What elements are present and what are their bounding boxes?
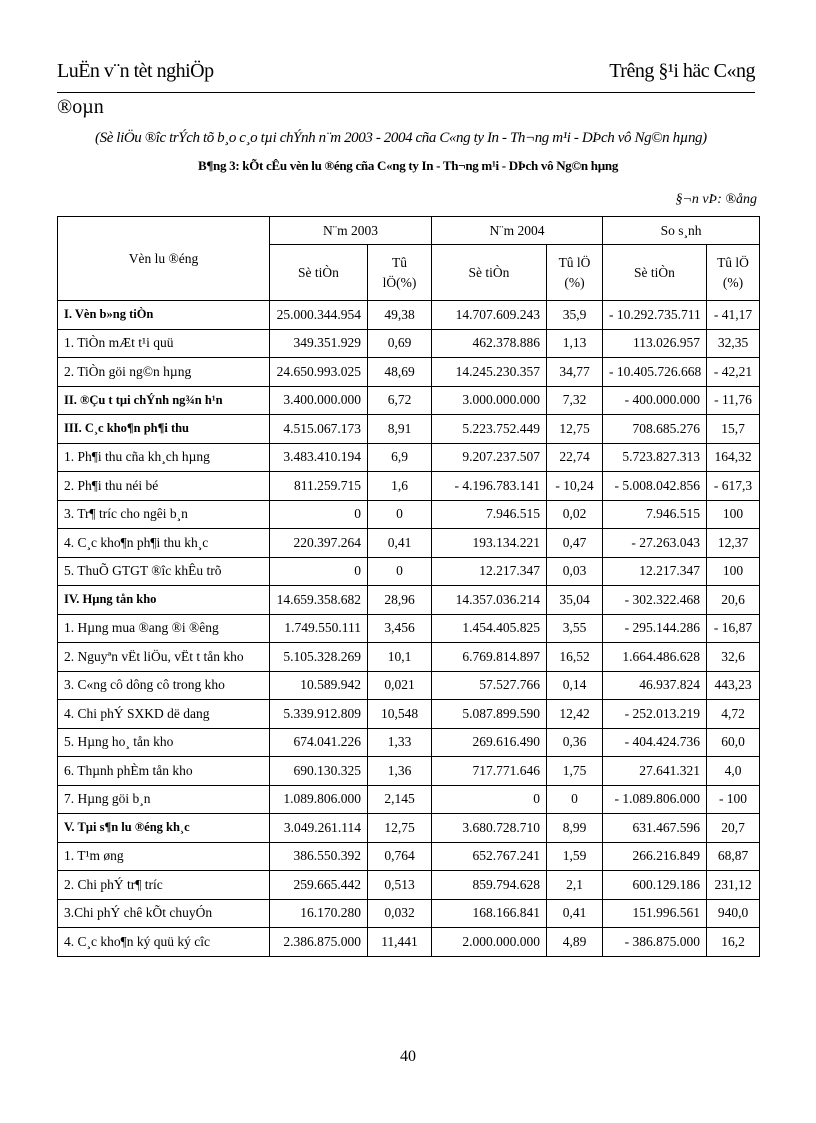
- amount-2003-cell: 1.749.550.111: [270, 614, 368, 643]
- amount-2004-cell: 462.378.886: [432, 329, 547, 358]
- row-label-cell: 5. ThuÕ GTGT ®îc khÊu trõ: [58, 557, 270, 586]
- row-label-cell: 4. C¸c kho¶n ký quü ký cîc: [58, 928, 270, 957]
- ratio-2003-cell: 0,764: [368, 842, 432, 871]
- amount-2003-cell: 25.000.344.954: [270, 301, 368, 330]
- table-row: [58, 614, 760, 643]
- amount-2004-cell: 12.217.347: [432, 557, 547, 586]
- subheader-amount: Sè tiÒn: [270, 245, 368, 301]
- ratio-diff-cell: - 42,21: [707, 358, 760, 387]
- row-label-cell: 5. Hµng ho¸ tån kho: [58, 728, 270, 757]
- ratio-diff-cell: 100: [707, 557, 760, 586]
- ratio-2003-cell: 0: [368, 557, 432, 586]
- working-capital-table: [57, 216, 760, 957]
- amount-2004-cell: 717.771.646: [432, 757, 547, 786]
- amount-2003-cell: 16.170.280: [270, 899, 368, 928]
- row-label-cell: 1. TiÒn mÆt t¹i quü: [58, 329, 270, 358]
- row-label-cell: V. Tµi s¶n lu ®éng kh¸c: [58, 814, 270, 843]
- row-label-cell: III. C¸c kho¶n ph¶i thu: [58, 415, 270, 444]
- ratio-2004-cell: 0,03: [547, 557, 603, 586]
- amount-2003-cell: 14.659.358.682: [270, 586, 368, 615]
- amount-diff-cell: 113.026.957: [603, 329, 707, 358]
- ratio-diff-cell: 164,32: [707, 443, 760, 472]
- table-row: [58, 386, 760, 415]
- amount-diff-cell: - 302.322.468: [603, 586, 707, 615]
- ratio-diff-cell: 20,6: [707, 586, 760, 615]
- row-label-cell: IV. Hµng tån kho: [58, 586, 270, 615]
- amount-2004-cell: 3.680.728.710: [432, 814, 547, 843]
- amount-2004-cell: 859.794.628: [432, 871, 547, 900]
- ratio-2004-cell: 0,41: [547, 899, 603, 928]
- ratio-2004-cell: 35,9: [547, 301, 603, 330]
- ratio-2004-cell: 4,89: [547, 928, 603, 957]
- ratio-2003-cell: 1,6: [368, 472, 432, 501]
- row-label-cell: 2. Nguyªn vËt liÖu, vËt t tån kho: [58, 643, 270, 672]
- ratio-diff-cell: 15,7: [707, 415, 760, 444]
- continued-heading: ®oµn: [57, 96, 104, 118]
- amount-diff-cell: - 252.013.219: [603, 700, 707, 729]
- amount-2003-cell: 24.650.993.025: [270, 358, 368, 387]
- amount-2004-cell: 2.000.000.000: [432, 928, 547, 957]
- ratio-diff-cell: 231,12: [707, 871, 760, 900]
- table-row: [58, 415, 760, 444]
- amount-diff-cell: 5.723.827.313: [603, 443, 707, 472]
- ratio-2004-cell: - 10,24: [547, 472, 603, 501]
- table-row: [58, 329, 760, 358]
- page-number: 40: [400, 1048, 416, 1065]
- table-row: [58, 757, 760, 786]
- ratio-2004-cell: 0: [547, 785, 603, 814]
- amount-2003-cell: 0: [270, 557, 368, 586]
- amount-2004-cell: 5.087.899.590: [432, 700, 547, 729]
- ratio-diff-cell: 443,23: [707, 671, 760, 700]
- row-label-cell: 2. Ph¶i thu néi bé: [58, 472, 270, 501]
- amount-2003-cell: 3.049.261.114: [270, 814, 368, 843]
- amount-2003-cell: 0: [270, 500, 368, 529]
- table-row: [58, 500, 760, 529]
- ratio-2003-cell: 49,38: [368, 301, 432, 330]
- ratio-2004-cell: 2,1: [547, 871, 603, 900]
- amount-2004-cell: 652.767.241: [432, 842, 547, 871]
- ratio-2003-cell: 0,69: [368, 329, 432, 358]
- ratio-2004-cell: 8,99: [547, 814, 603, 843]
- ratio-diff-cell: 16,2: [707, 928, 760, 957]
- table-row: [58, 529, 760, 558]
- table-row: [58, 728, 760, 757]
- amount-2004-cell: 3.000.000.000: [432, 386, 547, 415]
- amount-2004-cell: 14.245.230.357: [432, 358, 547, 387]
- amount-diff-cell: 12.217.347: [603, 557, 707, 586]
- ratio-2003-cell: 0,41: [368, 529, 432, 558]
- amount-2003-cell: 349.351.929: [270, 329, 368, 358]
- ratio-diff-cell: 68,87: [707, 842, 760, 871]
- ratio-2003-cell: 0: [368, 500, 432, 529]
- group-header-2003: N¨m 2003: [270, 217, 432, 245]
- ratio-2003-cell: 0,513: [368, 871, 432, 900]
- amount-2003-cell: 811.259.715: [270, 472, 368, 501]
- ratio-2003-cell: 1,33: [368, 728, 432, 757]
- subheader-ratio: Tû lÖ (%): [547, 245, 603, 301]
- table-row: [58, 643, 760, 672]
- ratio-2003-cell: 10,1: [368, 643, 432, 672]
- amount-diff-cell: 708.685.276: [603, 415, 707, 444]
- ratio-diff-cell: 100: [707, 500, 760, 529]
- ratio-diff-cell: 4,0: [707, 757, 760, 786]
- table-row: [58, 586, 760, 615]
- row-label-cell: 3. Tr¶ tríc cho ngêi b¸n: [58, 500, 270, 529]
- ratio-diff-cell: - 100: [707, 785, 760, 814]
- row-label-cell: 1. T¹m øng: [58, 842, 270, 871]
- row-label-cell: 1. Hµng mua ®ang ®i ®êng: [58, 614, 270, 643]
- amount-2004-cell: 269.616.490: [432, 728, 547, 757]
- ratio-2004-cell: 0,36: [547, 728, 603, 757]
- ratio-2003-cell: 3,456: [368, 614, 432, 643]
- ratio-diff-cell: 4,72: [707, 700, 760, 729]
- ratio-2004-cell: 12,75: [547, 415, 603, 444]
- ratio-2004-cell: 7,32: [547, 386, 603, 415]
- row-label-cell: 3. C«ng cô dông cô trong kho: [58, 671, 270, 700]
- ratio-2003-cell: 10,548: [368, 700, 432, 729]
- ratio-2003-cell: 0,032: [368, 899, 432, 928]
- amount-2003-cell: 674.041.226: [270, 728, 368, 757]
- amount-diff-cell: - 1.089.806.000: [603, 785, 707, 814]
- ratio-2003-cell: 11,441: [368, 928, 432, 957]
- ratio-2004-cell: 0,14: [547, 671, 603, 700]
- ratio-diff-cell: - 16,87: [707, 614, 760, 643]
- table-row: [58, 671, 760, 700]
- ratio-2003-cell: 6,9: [368, 443, 432, 472]
- amount-2003-cell: 10.589.942: [270, 671, 368, 700]
- amount-2004-cell: - 4.196.783.141: [432, 472, 547, 501]
- ratio-2003-cell: 0,021: [368, 671, 432, 700]
- amount-diff-cell: 631.467.596: [603, 814, 707, 843]
- row-label-cell: 4. C¸c kho¶n ph¶i thu kh¸c: [58, 529, 270, 558]
- row-label-cell: 1. Ph¶i thu cña kh¸ch hµng: [58, 443, 270, 472]
- table-row: [58, 842, 760, 871]
- ratio-2004-cell: 1,59: [547, 842, 603, 871]
- amount-2003-cell: 386.550.392: [270, 842, 368, 871]
- ratio-diff-cell: - 11,76: [707, 386, 760, 415]
- amount-diff-cell: - 295.144.286: [603, 614, 707, 643]
- table-row: [58, 785, 760, 814]
- ratio-2003-cell: 28,96: [368, 586, 432, 615]
- amount-2004-cell: 5.223.752.449: [432, 415, 547, 444]
- ratio-2003-cell: 2,145: [368, 785, 432, 814]
- row-label-cell: II. ®Çu t tµi chÝnh ng¾n h¹n: [58, 386, 270, 415]
- ratio-diff-cell: - 41,17: [707, 301, 760, 330]
- row-label-cell: 2. TiÒn göi ng©n hµng: [58, 358, 270, 387]
- ratio-2004-cell: 12,42: [547, 700, 603, 729]
- amount-diff-cell: 266.216.849: [603, 842, 707, 871]
- subheader-ratio: Tû lÖ (%): [707, 245, 760, 301]
- ratio-2004-cell: 1,13: [547, 329, 603, 358]
- table-row: [58, 928, 760, 957]
- page-header: [57, 60, 755, 90]
- ratio-2003-cell: 48,69: [368, 358, 432, 387]
- amount-diff-cell: - 386.875.000: [603, 928, 707, 957]
- amount-diff-cell: 7.946.515: [603, 500, 707, 529]
- amount-diff-cell: 600.129.186: [603, 871, 707, 900]
- ratio-2003-cell: 12,75: [368, 814, 432, 843]
- amount-2004-cell: 57.527.766: [432, 671, 547, 700]
- row-label-cell: 7. Hµng göi b¸n: [58, 785, 270, 814]
- amount-2003-cell: 3.483.410.194: [270, 443, 368, 472]
- table-row: [58, 899, 760, 928]
- ratio-diff-cell: 940,0: [707, 899, 760, 928]
- amount-2003-cell: 5.105.328.269: [270, 643, 368, 672]
- subheader-ratio: Tû lÖ(%): [368, 245, 432, 301]
- amount-diff-cell: - 400.000.000: [603, 386, 707, 415]
- table-row: [58, 358, 760, 387]
- row-label-cell: I. Vèn b»ng tiÒn: [58, 301, 270, 330]
- ratio-2003-cell: 8,91: [368, 415, 432, 444]
- table-row: [58, 814, 760, 843]
- table-row: [58, 472, 760, 501]
- ratio-diff-cell: 32,35: [707, 329, 760, 358]
- header-divider: [57, 92, 755, 93]
- ratio-diff-cell: 20,7: [707, 814, 760, 843]
- amount-2004-cell: 14.707.609.243: [432, 301, 547, 330]
- ratio-2003-cell: 1,36: [368, 757, 432, 786]
- amount-diff-cell: - 10.405.726.668: [603, 358, 707, 387]
- amount-2003-cell: 690.130.325: [270, 757, 368, 786]
- subheader-amount: Sè tiÒn: [432, 245, 547, 301]
- ratio-diff-cell: 32,6: [707, 643, 760, 672]
- amount-diff-cell: - 27.263.043: [603, 529, 707, 558]
- amount-diff-cell: - 404.424.736: [603, 728, 707, 757]
- group-header-comparison: So s¸nh: [603, 217, 760, 245]
- table-row: [58, 871, 760, 900]
- header-thesis-title: LuËn v¨n tèt nghiÖp: [57, 60, 214, 82]
- amount-2004-cell: 193.134.221: [432, 529, 547, 558]
- amount-diff-cell: - 10.292.735.711: [603, 301, 707, 330]
- ratio-diff-cell: - 617,3: [707, 472, 760, 501]
- ratio-2004-cell: 34,77: [547, 358, 603, 387]
- row-header-cell: Vèn lu ®éng: [58, 217, 270, 301]
- amount-2003-cell: 220.397.264: [270, 529, 368, 558]
- amount-2003-cell: 3.400.000.000: [270, 386, 368, 415]
- subheader-amount: Sè tiÒn: [603, 245, 707, 301]
- table-body: [58, 301, 760, 957]
- table-row: [58, 301, 760, 330]
- amount-diff-cell: - 5.008.042.856: [603, 472, 707, 501]
- ratio-2004-cell: 1,75: [547, 757, 603, 786]
- table-row: [58, 557, 760, 586]
- row-label-cell: 3.Chi phÝ chê kÕt chuyÓn: [58, 899, 270, 928]
- row-label-cell: 2. Chi phÝ tr¶ tríc: [58, 871, 270, 900]
- table-row: [58, 700, 760, 729]
- amount-2003-cell: 4.515.067.173: [270, 415, 368, 444]
- amount-diff-cell: 1.664.486.628: [603, 643, 707, 672]
- amount-2003-cell: 1.089.806.000: [270, 785, 368, 814]
- amount-2003-cell: 5.339.912.809: [270, 700, 368, 729]
- amount-2004-cell: 168.166.841: [432, 899, 547, 928]
- amount-2004-cell: 6.769.814.897: [432, 643, 547, 672]
- unit-note: §¬n vÞ: ®ång: [675, 192, 757, 207]
- ratio-diff-cell: 12,37: [707, 529, 760, 558]
- table-row: [58, 443, 760, 472]
- ratio-diff-cell: 60,0: [707, 728, 760, 757]
- ratio-2003-cell: 6,72: [368, 386, 432, 415]
- row-label-cell: 4. Chi phÝ SXKD dë dang: [58, 700, 270, 729]
- amount-2004-cell: 1.454.405.825: [432, 614, 547, 643]
- ratio-2004-cell: 35,04: [547, 586, 603, 615]
- ratio-2004-cell: 16,52: [547, 643, 603, 672]
- ratio-2004-cell: 0,47: [547, 529, 603, 558]
- ratio-2004-cell: 3,55: [547, 614, 603, 643]
- table-caption: B¶ng 3: kÕt cÊu vèn lu ®éng cña C«ng ty In - Th¬ng m¹i - DÞch vô Ng©n hµng: [197, 158, 619, 173]
- amount-2004-cell: 7.946.515: [432, 500, 547, 529]
- source-note: (Sè liÖu ®îc trÝch tõ b¸o c¸o tµi chÝnh n¨m 2003 - 2004 cña C«ng ty In - Th¬ng m¹i - DÞch vô Ng©n hµng): [95, 130, 707, 146]
- ratio-2004-cell: 22,74: [547, 443, 603, 472]
- amount-2003-cell: 2.386.875.000: [270, 928, 368, 957]
- amount-2004-cell: 0: [432, 785, 547, 814]
- amount-diff-cell: 27.641.321: [603, 757, 707, 786]
- row-label-cell: 6. Thµnh phÈm tån kho: [58, 757, 270, 786]
- amount-diff-cell: 151.996.561: [603, 899, 707, 928]
- amount-2003-cell: 259.665.442: [270, 871, 368, 900]
- amount-2004-cell: 14.357.036.214: [432, 586, 547, 615]
- amount-diff-cell: 46.937.824: [603, 671, 707, 700]
- header-university: Trêng §¹i häc C«ng: [609, 60, 755, 82]
- amount-2004-cell: 9.207.237.507: [432, 443, 547, 472]
- group-header-2004: N¨m 2004: [432, 217, 603, 245]
- ratio-2004-cell: 0,02: [547, 500, 603, 529]
